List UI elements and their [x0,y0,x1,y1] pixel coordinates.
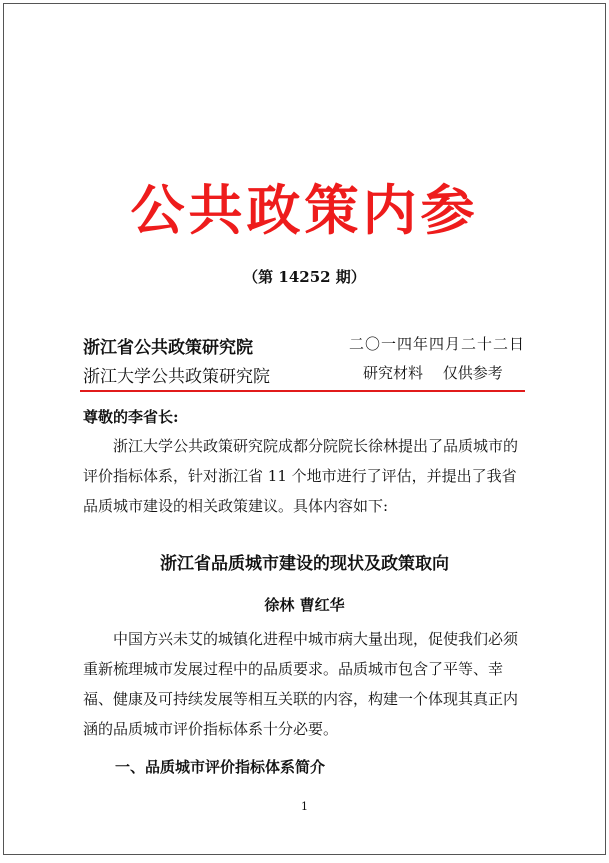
page-number: 1 [301,800,308,813]
article-body-paragraph: 中国方兴未艾的城镇化进程中城市病大量出现，促使我们必须重新梳理城市发展过程中的品质要求。品质城市包含了平等、幸福、健康及可持续发展等相互关联的内容，构建一个体现其真正内涵的品质城市评价指标体系十分必要。 [83,630,519,738]
intro-paragraph: 浙江大学公共政策研究院成都分院院长徐林提出了品质城市的评价指标体系，针对浙江省 11 个地市进行了评估，并提出了我省品质城市建设的相关政策建议。具体内容如下: [83,437,519,515]
article-authors: 徐林 曹红华 [264,596,345,614]
salutation: 尊敬的李省长: [83,408,179,426]
masthead-title: 公共政策内参 [130,179,479,242]
article-title: 浙江省品质城市建设的现状及政策取向 [160,554,449,574]
header-divider [80,390,525,392]
issue-number: （第 14252 期） [243,268,366,286]
org-secondary: 浙江大学公共政策研究院 [83,367,270,387]
document-page [3,3,606,855]
issue-date: 二〇一四年四月二十二日 [349,335,526,353]
org-primary: 浙江省公共政策研究院 [83,338,253,358]
material-note: 研究材料 仅供参考 [363,364,503,382]
section-heading: 一、品质城市评价指标体系简介 [115,758,326,776]
